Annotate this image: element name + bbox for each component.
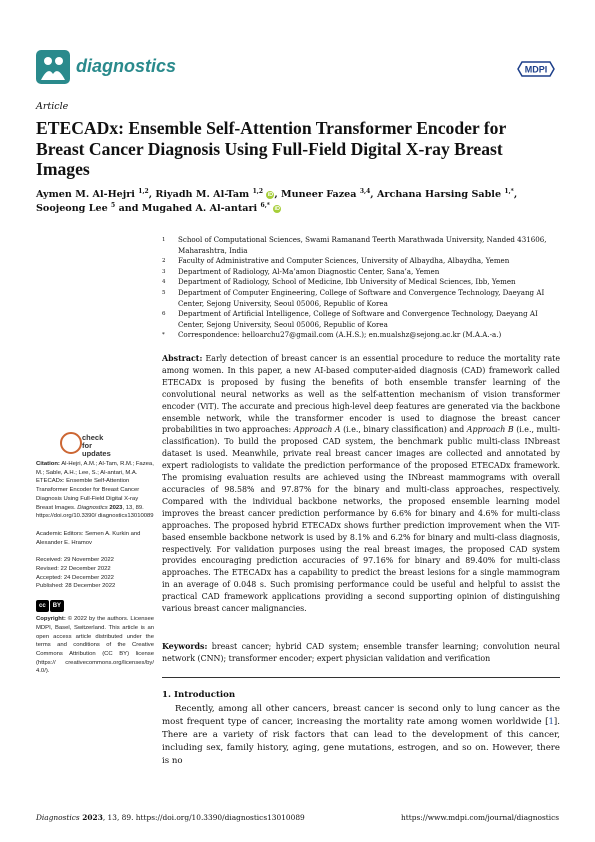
- author-name: Soojeong Lee: [36, 203, 108, 214]
- accepted-date: Accepted: 24 December 2022: [36, 574, 114, 581]
- affiliation-item: [162, 330, 558, 341]
- affiliation-item: [162, 256, 558, 267]
- revised-date: Revised: 22 December 2022: [36, 566, 111, 573]
- author-affiliation-marker: 1,2: [252, 187, 264, 195]
- journal-logo-icon: [36, 50, 70, 84]
- author-affiliation-marker: 1,2: [138, 187, 149, 195]
- published-date: Published: 28 December 2022: [36, 583, 116, 590]
- footer-citation: [36, 813, 305, 822]
- publisher-logo-icon: [516, 58, 556, 80]
- cc-badge-part: BY: [50, 600, 64, 612]
- section-heading: 1. Introduction: [162, 690, 236, 700]
- author-name: and Mugahed A. Al-antari: [118, 203, 258, 214]
- received-date: Received: 29 November 2022: [36, 557, 114, 564]
- affiliation-text: School of Computational Sciences, Swami Ramanand Teerth Marathwada University, Nanded 431606, Maharashtra, India: [178, 235, 547, 255]
- author-list: [36, 188, 558, 216]
- affiliation-number: 3: [162, 268, 166, 275]
- approach-b: Approach B: [466, 425, 514, 435]
- abstract: [162, 353, 560, 615]
- sidebar: [36, 460, 154, 685]
- orcid-icon[interactable]: iD: [267, 192, 274, 198]
- section-divider: [162, 677, 560, 678]
- check-updates-line2: updates: [82, 449, 111, 458]
- affiliation-number: 2: [162, 258, 166, 265]
- copyright-label: Copyright:: [36, 616, 66, 623]
- copyright: [36, 615, 154, 676]
- citation-rest[interactable]: , 13, 89. https://doi.org/10.3390/ diagnostics13010089: [36, 504, 154, 520]
- author-separator: ,: [370, 189, 377, 200]
- author-affiliation-marker: 3,4: [359, 187, 371, 195]
- keywords-text: breast cancer; hybrid CAD system; ensemble transfer learning; convolution neural network (CNN); transformer encoder; expert physician validation and verification: [162, 642, 560, 663]
- affiliation-text: Department of Artificial Intelligence, College of Software and Convergence Technology, Daeyang AI Center, Sejong University, Seoul 05006, Republic of Korea: [178, 309, 538, 329]
- academic-editors: Academic Editors: Semen A. Kurkin and Alexander E. Hramov: [36, 530, 141, 546]
- affiliation-number: 6: [162, 311, 166, 318]
- intro-text: Recently, among all other cancers, breast cancer is second only to lung cancer as the most frequent type of cancer, increasing the mortality rate among women worldwide [: [162, 704, 560, 727]
- citation-label: Citation:: [36, 461, 60, 467]
- affiliation-text: Department of Radiology, School of Medicine, Ibb University of Medical Sciences, Ibb, Yemen: [178, 277, 516, 287]
- affiliation-number: 5: [162, 289, 166, 296]
- intro-paragraph: [162, 703, 560, 768]
- citation-journal: Diagnostics: [77, 504, 108, 511]
- footer-year: 2023: [79, 813, 103, 822]
- affiliation-item: [162, 235, 558, 256]
- affiliation-number: 4: [162, 279, 166, 286]
- author-name: Aymen M. Al-Hejri: [36, 189, 135, 200]
- affiliation-text: Department of Computer Engineering, College of Software and Convergence Technology, Daeyang AI Center, Sejong University, Seoul 05006, Republic of Korea: [178, 287, 545, 308]
- affiliation-text: Department of Radiology, Al-Ma’amon Diagnostic Center, Sana’a, Yemen: [178, 266, 440, 276]
- article-type: Article: [36, 101, 69, 112]
- abstract-text: Early detection of breast cancer is an essential procedure to reduce the mortality rate among women. In this paper, a new AI-based computer-aided diagnosis (CAD) framework called ETECADx is proposed by fusing the benefits of both ensemble transfer learning of the convolutional neural networks as well as the self-attention mechanism of vision transformer encoder (ViT). The accurate and precious high-level deep features are generated via the backbone ensemble network, while the transformer encoder is used to diagnose the breast cancer probabilities in two approaches:: [162, 354, 560, 435]
- keywords: [162, 641, 560, 665]
- intro-text: ]. There are a variety of risk factors that can lead to the development of this cancer, including sex, family history, aging, gene mutations, estrogen, and so on. However, there is no: [162, 716, 560, 766]
- author-name: Riyadh M. Al-Tam: [155, 189, 250, 200]
- affiliation-item: [162, 267, 558, 278]
- abstract-text: (i.e., binary classification) and: [340, 425, 467, 435]
- affiliation-item: [162, 277, 558, 288]
- publisher-logo-text: MDPI: [524, 64, 548, 75]
- affiliation-text: Correspondence: helloarchu27@gmail.com (A.H.S.); en.mualshz@sejong.ac.kr (M.A.A.-a.): [178, 330, 502, 340]
- author-affiliation-marker: 1,*: [504, 187, 514, 195]
- author-affiliation-marker: 6,*: [260, 201, 270, 209]
- orcid-icon[interactable]: iD: [274, 206, 281, 212]
- author-affiliation-marker: 5: [111, 201, 116, 209]
- dates: [36, 556, 154, 591]
- author-separator: ,: [513, 189, 518, 200]
- author-name: Muneer Fazea: [281, 189, 357, 200]
- reference-link[interactable]: 1: [548, 716, 554, 727]
- keywords-label: Keywords:: [162, 642, 208, 651]
- affiliation-text: Faculty of Administrative and Computer Sciences, University of Albaydha, Albaydha, Yemen: [178, 256, 510, 266]
- affiliation-list: [162, 235, 558, 341]
- affiliation-number: *: [162, 332, 165, 339]
- citation: [36, 460, 154, 521]
- author-name: Archana Harsing Sable: [376, 189, 502, 200]
- citation-text: Al-Hejri, A.M.; Al-Tam, R.M.; Fazea, M.; Sable, A.H.; Lee, S.; Al-antari, M.A. ETECADx: Ensemble Self-Attention Transformer Encoder for Breast Cancer Diagnosis Using Full-Field Digital X-ray Breast Images.: [36, 461, 154, 511]
- footer-journal: Diagnostics: [36, 813, 80, 822]
- author-separator: ,: [148, 189, 156, 200]
- check-updates-line1: check for: [82, 433, 104, 450]
- affiliation-number: 1: [162, 237, 166, 243]
- journal-name: diagnostics: [76, 56, 177, 76]
- approach-a: Approach A: [293, 425, 341, 435]
- footer-journal-url[interactable]: https://www.mdpi.com/journal/diagnostics: [401, 813, 559, 822]
- cc-badge-part: cc: [36, 600, 49, 612]
- abstract-label: Abstract:: [162, 354, 203, 363]
- check-updates-icon: [60, 432, 82, 454]
- affiliation-item: [162, 309, 558, 330]
- paper-title: ETECADx: Ensemble Self-Attention Transformer Encoder for Breast Cancer Diagnosis Using Full-Field Digital X-ray Breast Images: [36, 118, 506, 179]
- cc-by-license-icon[interactable]: [36, 600, 154, 612]
- affiliation-item: [162, 288, 558, 309]
- copyright-text: © 2022 by the authors. Licensee MDPI, Basel, Switzerland. This article is an open access article distributed under the terms and conditions of the Creative Commons Attribution (CC BY) license (https:// creativecommons.org/licenses/by/ 4.0/).: [36, 616, 154, 675]
- citation-year: 2023: [107, 504, 123, 511]
- abstract-text: (i.e., multi-classification). To build the proposed CAD system, the benchmark public multi-class INbreast dataset is used. Meanwhile, private real breast cancer images are collected and annotated by expert radiologists to validate the prediction performance of the proposed ETECADx framework. The promising evaluation results are achieved using the INbreast mammograms with overall accuracies of 98.58% and 97.87% for the binary and multi-class approaches, respectively. Compared with the individual backbone networks, the proposed ensemble learning model improves the breast cancer prediction performance by 6.6% for binary and 4.6% for multi-class approaches. The proposed hybrid ETECADx shows further prediction improvement when the ViT-based ensemble backbone network is used by 8.1% and 6.2% for binary and multi-class diagnosis, respectively. For validation purposes using the real breast images, the proposed CAD system provides encouraging prediction accuracies of 97.16% for binary and 89.40% for multi-class approaches. The ETECADx has a capability to predict the breast lesions for a single mammogram in an average of 0.048 s. Such promising performance could be useful and helpful to assist the practical CAD framework applications providing a second supporting opinion of distinguishing various breast cancer malignancies.: [162, 425, 560, 614]
- footer-doi[interactable]: , 13, 89. https://doi.org/10.3390/diagnostics13010089: [102, 813, 305, 822]
- author-separator: ,: [274, 189, 282, 200]
